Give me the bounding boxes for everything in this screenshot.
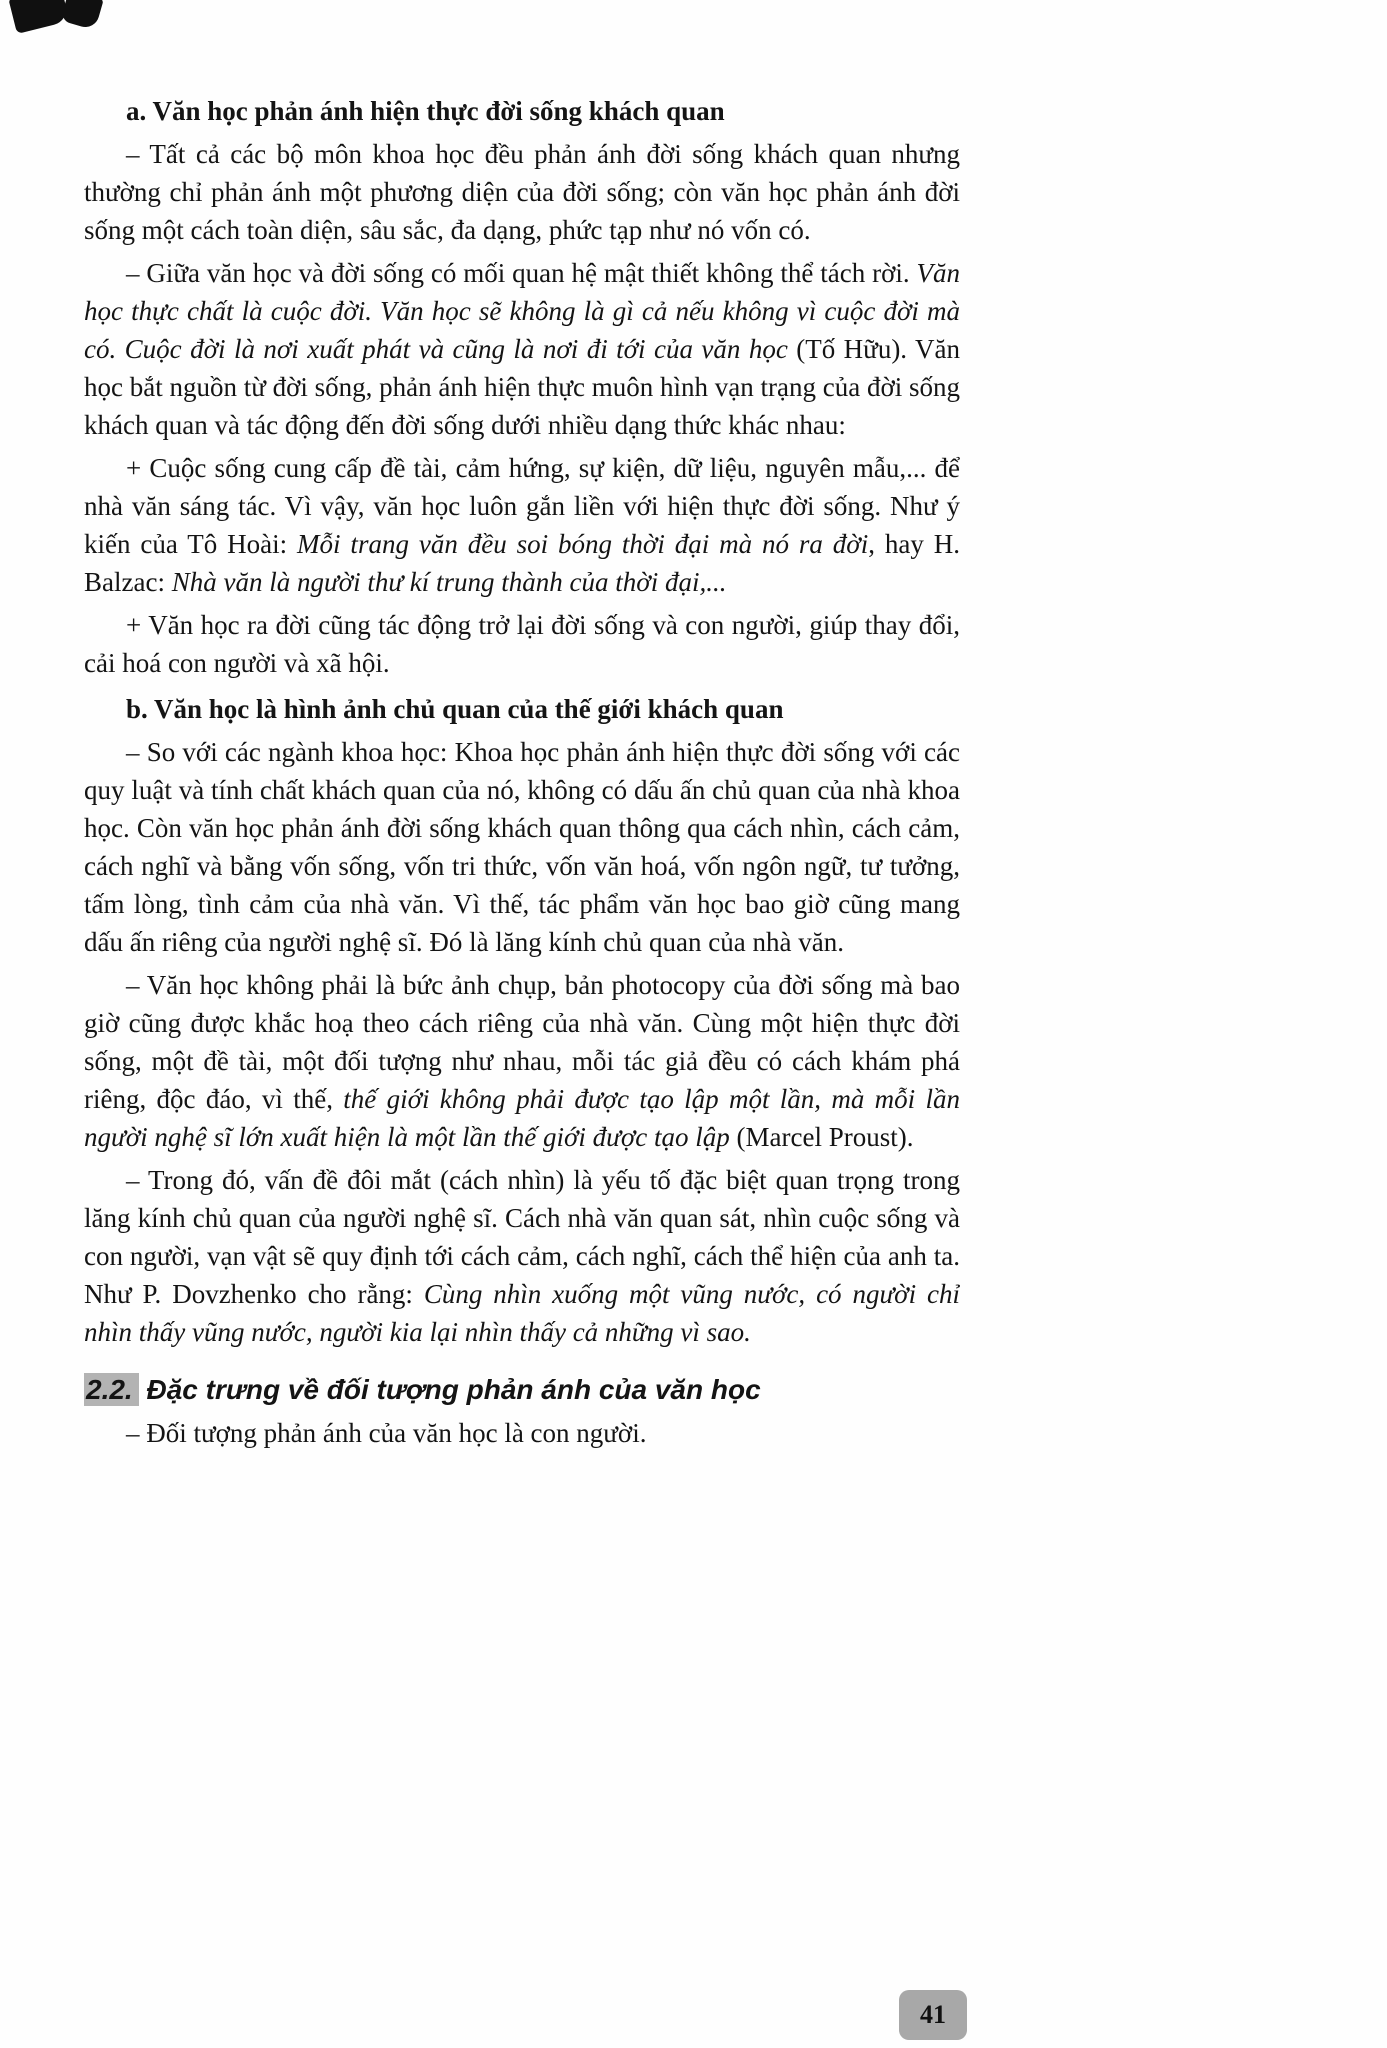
paragraph — [84, 733, 960, 961]
paragraph — [84, 966, 960, 1156]
paragraph — [84, 135, 960, 249]
text-run: – Tất cả các bộ môn khoa học đều phản ánh đời sống khách quan nhưng thường chỉ phản ánh một phương diện của đời sống; còn văn học phản ánh đời sống một cách toàn diện, sâu sắc, đa dạng, phức tạp như nó vốn có. — [84, 139, 960, 245]
text-run: Văn học thực chất là cuộc đời. Văn học sẽ không là gì cả nếu không vì cuộc đời mà có. Cuộc đời là nơi xuất phát và cũng là nơi đi tới của văn học — [84, 258, 960, 364]
text-run: – Đối tượng phản ánh của văn học là con người. — [126, 1418, 647, 1448]
page-content — [84, 84, 960, 1452]
text-run: (Tố Hữu). Văn học bắt nguồn từ đời sống, phản ánh hiện thực muôn hình vạn trạng của đời sống khách quan và tác động đến đời sống dưới nhiều dạng thức khác nhau: — [84, 334, 960, 440]
text-run: + Văn học ra đời cũng tác động trở lại đời sống và con người, giúp thay đổi, cải hoá con người và xã hội. — [84, 610, 960, 678]
text-run: – So với các ngành khoa học: Khoa học phản ánh hiện thực đời sống với các quy luật và tính chất khách quan của nó, không có dấu ấn chủ quan của nhà khoa học. Còn văn học phản ánh đời sống khách quan thông qua cách nhìn, cách cảm, cách nghĩ và bằng vốn sống, vốn tri thức, vốn văn hoá, vốn ngôn ngữ, tư tưởng, tấm lòng, tình cảm của nhà văn. Vì thế, tác phẩm văn học bao giờ cũng mang dấu ấn riêng của người nghệ sĩ. Đó là lăng kính chủ quan của nhà văn. — [84, 737, 960, 957]
text-run: – Trong đó, vấn đề đôi mắt (cách nhìn) là yếu tố đặc biệt quan trọng trong lăng kính chủ quan của người nghệ sĩ. Cách nhà văn quan sát, nhìn cuộc sống và con người, vạn vật sẽ quy định tới cách cảm, cách nghĩ, cách thể hiện của anh ta. Như P. Dovzhenko cho rằng: — [84, 1165, 960, 1309]
text-run: (Marcel Proust). — [736, 1122, 914, 1152]
page-number-tab — [899, 1990, 967, 2040]
paragraph — [84, 1414, 960, 1452]
paragraph — [84, 254, 960, 444]
ink-blot-icon — [60, 0, 103, 30]
text-run: a. Văn học phản ánh hiện thực đời sống khách quan — [126, 96, 725, 126]
text-run: 2.2. — [84, 1373, 139, 1406]
text-run: – Văn học không phải là bức ảnh chụp, bản photocopy của đời sống mà bao giờ cũng được khắc hoạ theo cách riêng của nhà văn. Cùng một hiện thực đời sống, một đề tài, một đối tượng như nhau, mỗi tác giả đều có cách khám phá riêng, độc đáo, vì thế, — [84, 970, 960, 1114]
paragraph — [84, 449, 960, 601]
text-run: Nhà văn là người thư kí trung thành của thời đại,... — [171, 567, 727, 597]
heading — [84, 92, 960, 130]
text-run: Đặc trưng về đối tượng phản ánh của văn học — [138, 1374, 761, 1405]
heading — [84, 1371, 960, 1409]
text-run: – Giữa văn học và đời sống có mối quan hệ mật thiết không thể tách rời. — [126, 258, 917, 288]
text-run: Mỗi trang văn đều soi bóng thời đại mà nó ra đời — [297, 529, 869, 559]
text-run: thế giới không phải được tạo lập một lần, mà mỗi lần người nghệ sĩ lớn xuất hiện là một lần thế giới được tạo lập — [84, 1084, 960, 1152]
text-run: + Cuộc sống cung cấp đề tài, cảm hứng, sự kiện, dữ liệu, nguyên mẫu,... để nhà văn sáng tác. Vì vậy, văn học luôn gắn liền với hiện thực đời sống. Như ý kiến của Tô Hoài: — [84, 453, 960, 559]
text-run: b. Văn học là hình ảnh chủ quan của thế giới khách quan — [126, 694, 784, 724]
heading — [84, 690, 960, 728]
ink-blot-icon — [8, 0, 69, 34]
text-run: Cùng nhìn xuống một vũng nước, có người chỉ nhìn thấy vũng nước, người kia lại nhìn thấy cả những vì sao. — [84, 1279, 960, 1347]
text-run: , hay H. Balzac: — [84, 529, 961, 597]
paragraph — [84, 1161, 960, 1351]
paragraph — [84, 606, 960, 682]
page-number: 41 — [920, 2000, 946, 2029]
